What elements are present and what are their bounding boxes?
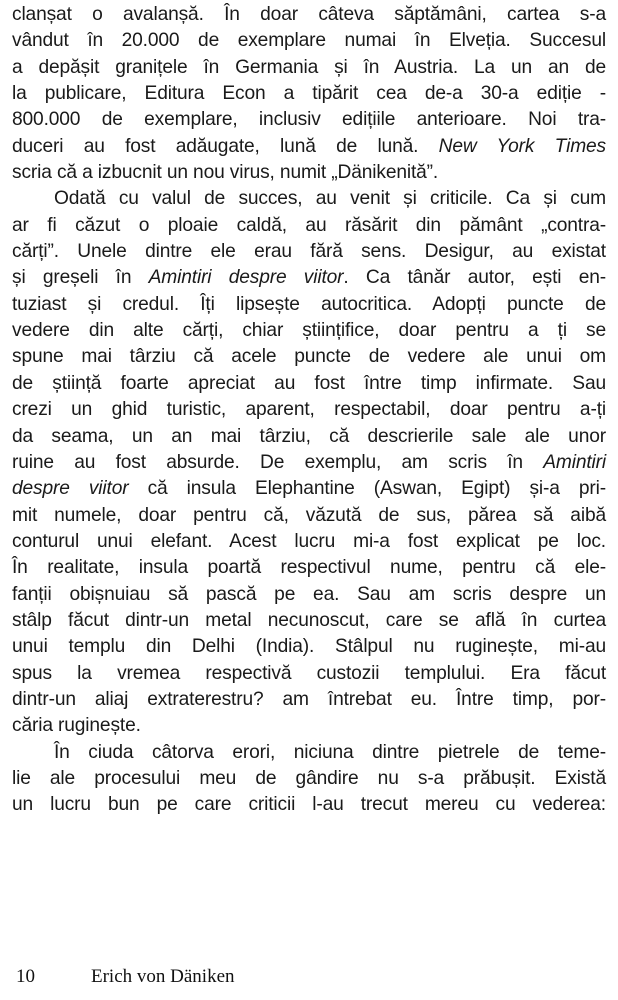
paragraph [12, 740, 606, 819]
text-line [12, 265, 606, 291]
text-run: că insula Elephantine (Aswan, Egipt) și-a pri- [128, 478, 606, 500]
text-run: unui templu din Delhi (India). Stâlpul nu ruginește, mi-au [12, 636, 606, 658]
text-line [12, 55, 606, 81]
paragraph [12, 186, 606, 739]
text-line [12, 740, 606, 766]
text-run: dintr-un aliaj extraterestru? am întrebat eu. Între timp, por- [12, 688, 606, 710]
text-line [12, 424, 606, 450]
text-run: Odată cu valul de succes, au venit și criticile. Ca și cum [54, 188, 606, 210]
text-line [12, 2, 606, 28]
text-line [12, 582, 606, 608]
text-line [12, 687, 606, 713]
text-run: stâlp făcut dintr-un metal necunoscut, care se află în curtea [12, 609, 606, 631]
text-line [12, 792, 606, 818]
text-run: și greșeli în [12, 267, 149, 289]
text-line [12, 503, 606, 529]
text-line [12, 318, 606, 344]
page-number: 10 [16, 966, 35, 987]
paragraph [12, 2, 606, 186]
page-footer [16, 966, 235, 988]
text-line [12, 81, 606, 107]
running-head-author: Erich von Däniken [91, 966, 235, 987]
text-run: spus la vremea respectivă custozii templului. Era făcut [12, 662, 606, 684]
text-run: 800.000 de exemplare, inclusiv edițiile anterioare. Noi tra- [12, 109, 606, 131]
text-run: un lucru bun pe care criticii l-au trecut mereu cu vederea: [12, 794, 606, 816]
text-run: mit numele, doar pentru că, văzută de sus, părea să aibă [12, 504, 606, 526]
text-line [12, 476, 606, 502]
text-run: În ciuda câtorva erori, niciuna dintre pietrele de teme- [54, 741, 606, 763]
text-run: tuziast și credul. Îți lipsește autocritica. Adopți puncte de [12, 293, 606, 315]
text-run: scria că a izbucnit un nou virus, numit „Dänikenită”. [12, 162, 439, 184]
text-run: căria ruginește. [12, 715, 141, 737]
text-run: da seama, un an mai târziu, că descrierile sale ale unor [12, 425, 606, 447]
italic-title: New York Times [438, 135, 606, 157]
text-line [12, 608, 606, 634]
text-run: duceri au fost adăugate, lună de lună. [12, 135, 439, 157]
text-line [12, 397, 606, 423]
text-run: crezi un ghid turistic, aparent, respectabil, doar pentru a-ți [12, 399, 606, 421]
text-line [12, 713, 606, 739]
italic-title: despre viitor [12, 478, 129, 500]
text-run: vândut în 20.000 de exemplare numai în Elveția. Succesul [12, 30, 606, 52]
text-run: . Ca tânăr autor, ești en- [343, 267, 606, 289]
text-line [12, 239, 606, 265]
text-line [12, 186, 606, 212]
text-run: spune mai târziu că acele puncte de vedere ale unui om [12, 346, 606, 368]
text-run: vedere din alte cărți, chiar științifice, doar pentru a ți se [12, 320, 606, 342]
text-line [12, 107, 606, 133]
page-body-text [12, 2, 606, 819]
text-line [12, 529, 606, 555]
text-line [12, 766, 606, 792]
text-line [12, 160, 606, 186]
text-line [12, 134, 606, 160]
text-line [12, 450, 606, 476]
text-line [12, 661, 606, 687]
text-run: În realitate, insula poartă respectivul nume, pentru că ele- [12, 557, 606, 579]
text-run: a depășit granițele în Germania și în Austria. La un an de [12, 56, 606, 78]
text-run: cărți”. Unele dintre ele erau fără sens. Desigur, au existat [12, 241, 606, 263]
text-run: de știință foarte apreciat au fost între timp infirmate. Sau [12, 372, 606, 394]
text-run: ruine au fost absurde. De exemplu, am scris în [12, 451, 544, 473]
text-run: la publicare, Editura Econ a tipărit cea de-a 30-a ediție - [12, 83, 606, 105]
text-run: conturul unui elefant. Acest lucru mi-a fost explicat pe loc. [12, 530, 606, 552]
text-line [12, 28, 606, 54]
text-line [12, 555, 606, 581]
text-run: clanșat o avalanșă. În doar câteva săptămâni, cartea s-a [12, 4, 606, 25]
text-run: fanții obișnuiau să pască pe ea. Sau am scris despre un [12, 583, 606, 605]
text-line [12, 292, 606, 318]
text-run: lie ale procesului meu de gândire nu s-a prăbușit. Există [12, 767, 606, 789]
text-line [12, 344, 606, 370]
italic-title: Amintiri despre viitor [148, 267, 344, 289]
italic-title: Amintiri [543, 451, 606, 473]
text-line [12, 213, 606, 239]
text-line [12, 634, 606, 660]
text-run: ar fi căzut o ploaie caldă, au răsărit din pământ „contra- [12, 214, 606, 236]
text-line [12, 371, 606, 397]
